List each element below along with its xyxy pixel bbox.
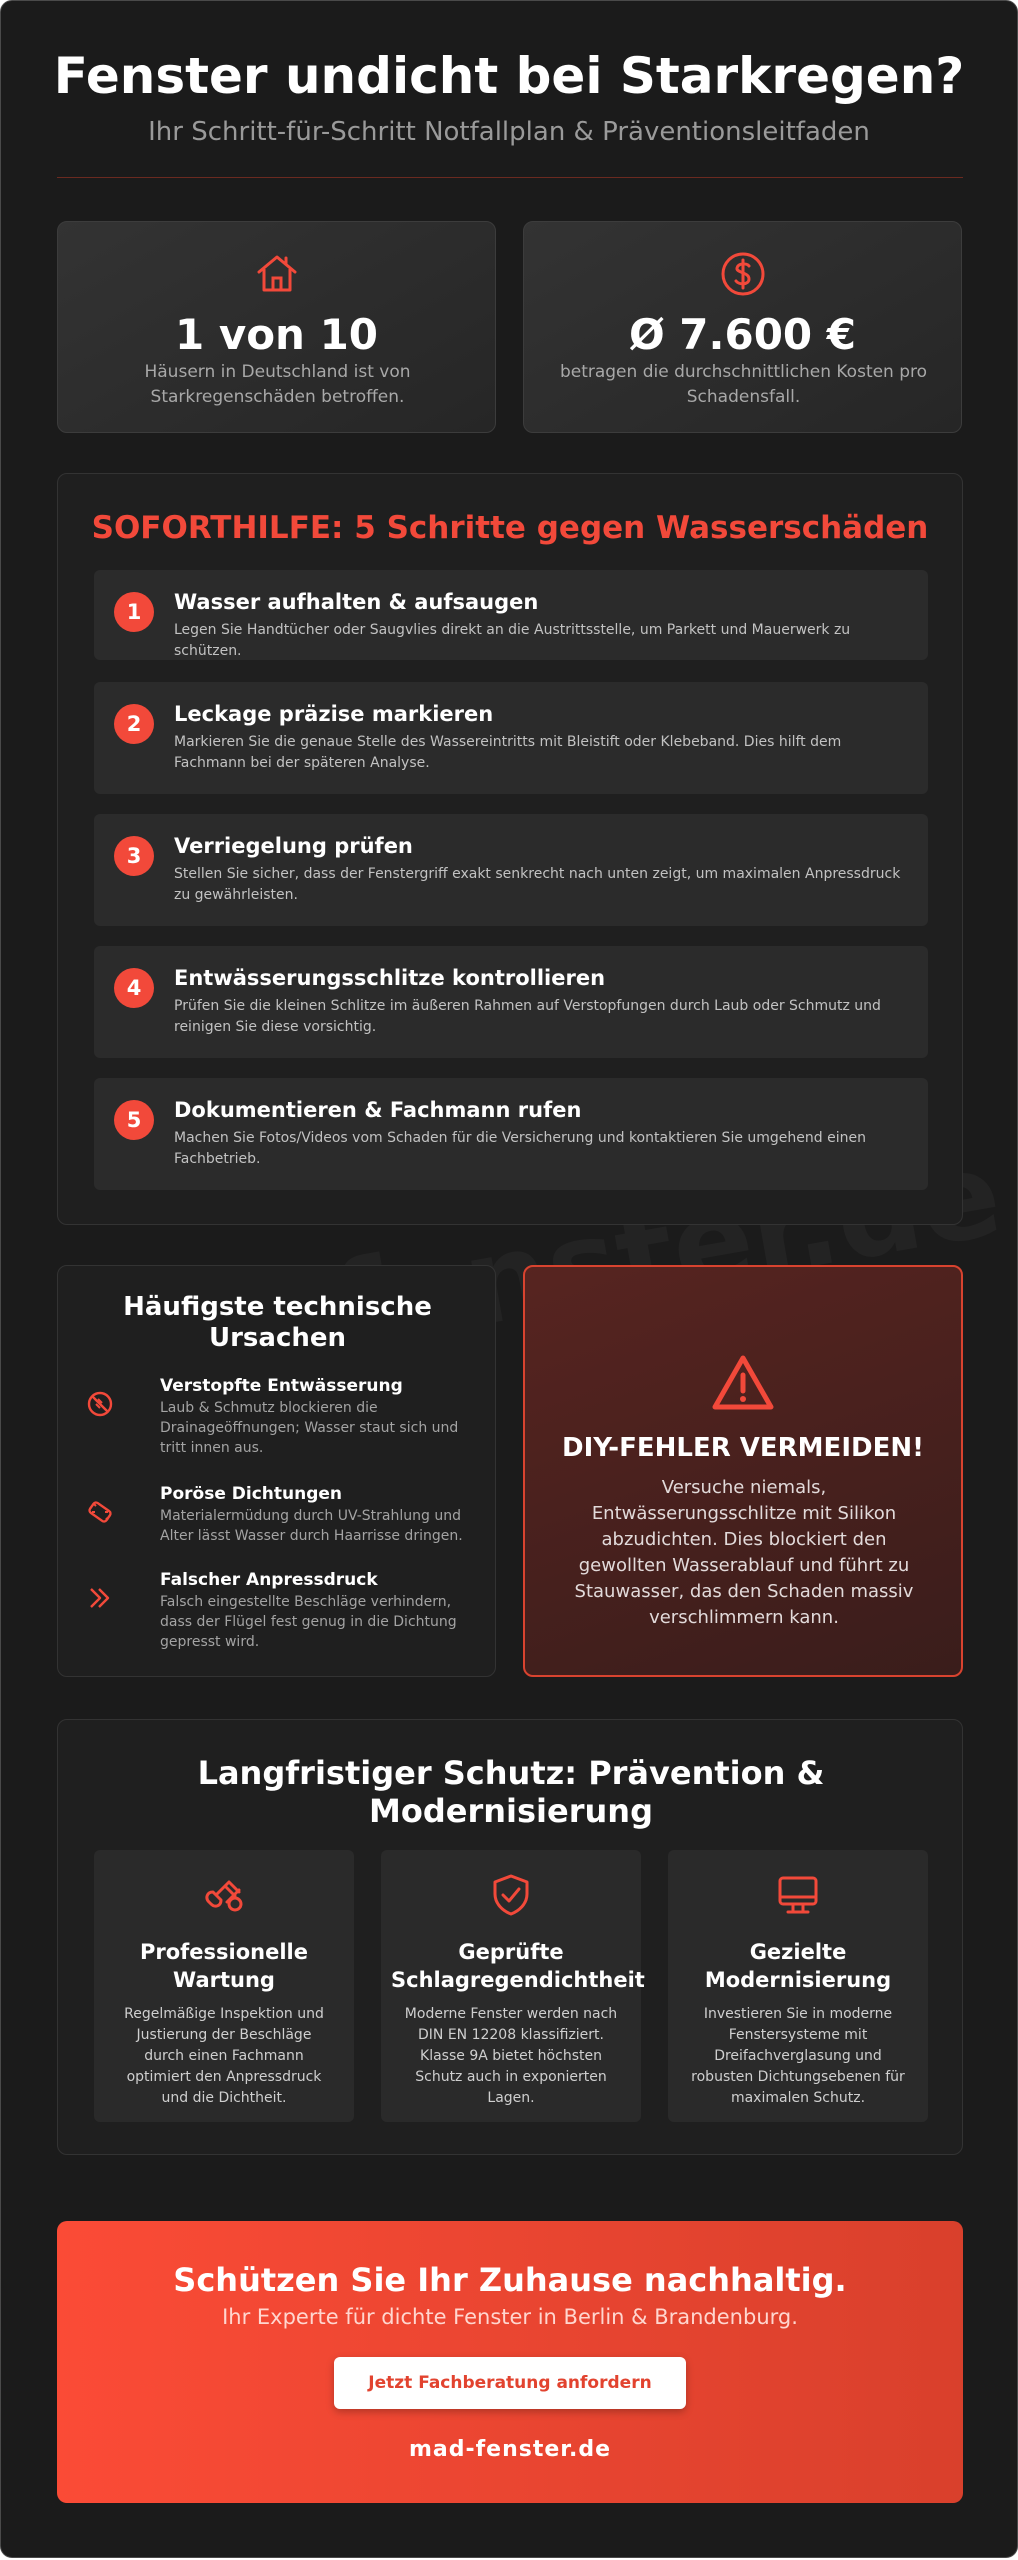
step-description: Prüfen Sie die kleinen Schlitze im äußeren Rahmen auf Verstopfungen durch Laub oder Schmutz und reinigen Sie diese vorsichtig. bbox=[174, 998, 881, 1035]
step-item bbox=[94, 682, 928, 794]
card-description: Investieren Sie in moderne Fenstersysteme mit Dreifachverglasung und robusten Dichtungsebenen für maximalen Schutz. bbox=[691, 2006, 905, 2106]
step-item bbox=[94, 570, 928, 660]
blocked-drain-icon bbox=[86, 1390, 114, 1418]
cta-subtitle: Ihr Experte für dichte Fenster in Berlin & Brandenburg. bbox=[222, 2305, 798, 2329]
page-title: Fenster undicht bei Starkregen? bbox=[53, 47, 965, 105]
step-number-badge: 2 bbox=[114, 704, 154, 744]
cta-title: Schützen Sie Ihr Zuhause nachhaltig. bbox=[173, 2261, 847, 2299]
prevention-section bbox=[57, 1719, 963, 2155]
step-title: Wasser aufhalten & aufsaugen bbox=[174, 590, 539, 614]
warning-triangle-icon bbox=[711, 1353, 775, 1413]
emergency-steps-section bbox=[57, 473, 963, 1225]
step-item bbox=[94, 1078, 928, 1190]
stat-value: 1 von 10 bbox=[174, 310, 379, 359]
tools-icon bbox=[201, 1872, 247, 1918]
step-title: Leckage präzise markieren bbox=[174, 702, 494, 726]
stat-description: betragen die durchschnittlichen Kosten pro Schadensfall. bbox=[559, 362, 928, 407]
technical-causes-section bbox=[57, 1265, 496, 1677]
step-description: Stellen Sie sicher, dass der Fenstergriff exakt senkrecht nach unten zeigt, um maximalen Anpressdruck zu gewährleisten. bbox=[174, 866, 901, 903]
cta-banner bbox=[57, 2221, 963, 2503]
stat-description: Häusern in Deutschland ist von Starkregenschäden betroffen. bbox=[144, 362, 411, 407]
stat-card-affected-houses bbox=[57, 221, 496, 433]
section-title: SOFORTHILFE: 5 Schritte gegen Wasserschäden bbox=[91, 510, 929, 546]
step-number-badge: 3 bbox=[114, 836, 154, 876]
page-subtitle: Ihr Schritt-für-Schritt Notfallplan & Präventionsleitfaden bbox=[148, 117, 870, 147]
cause-title: Verstopfte Entwässerung bbox=[160, 1376, 403, 1396]
prevention-card-modernization bbox=[668, 1850, 928, 2122]
warning-description: Versuche niemals, Entwässerungsschlitze mit Silikon abzudichten. Dies blockiert den gewollten Wasserablauf und führt zu Stauwasser, das den Schaden massiv verschlimmern kann. bbox=[574, 1477, 914, 1628]
step-number-badge: 4 bbox=[114, 968, 154, 1008]
warning-title: DIY-FEHLER VERMEIDEN! bbox=[562, 1433, 924, 1463]
section-title: Langfristiger Schutz: Prävention & Modernisierung bbox=[197, 1754, 825, 1830]
section-title: Häufigste technische Ursachen bbox=[123, 1292, 432, 1353]
cause-title: Poröse Dichtungen bbox=[160, 1484, 343, 1504]
step-title: Entwässerungsschlitze kontrollieren bbox=[174, 966, 606, 990]
card-description: Moderne Fenster werden nach DIN EN 12208 klassifiziert. Klasse 9A bietet höchsten Schutz auch in exponierten Lagen. bbox=[404, 2006, 618, 2106]
card-description: Regelmäßige Inspektion und Justierung der Beschläge durch einen Fachmann optimiert den Anpressdruck und die Dichtheit. bbox=[124, 2006, 324, 2106]
step-description: Legen Sie Handtücher oder Saugvlies direkt an die Austrittsstelle, um Parkett und Mauerwerk zu schützen. bbox=[174, 622, 851, 659]
step-number-badge: 1 bbox=[114, 592, 154, 632]
step-description: Machen Sie Fotos/Videos vom Schaden für die Versicherung und kontaktieren Sie umgehend einen Fachbetrieb. bbox=[174, 1130, 866, 1167]
dollar-icon bbox=[719, 250, 767, 298]
step-description: Markieren Sie die genaue Stelle des Wassereintritts mit Bleistift oder Klebeband. Dies hilft dem Fachmann bei der späteren Analyse. bbox=[174, 734, 842, 771]
diy-warning-card bbox=[523, 1265, 963, 1677]
house-icon bbox=[253, 250, 301, 298]
stat-value: Ø 7.600 € bbox=[628, 310, 857, 359]
card-title: Geprüfte Schlagregendichtheit bbox=[391, 1940, 645, 1992]
stat-card-average-cost bbox=[523, 221, 962, 433]
cause-description: Falsch eingestellte Beschläge verhindern, dass der Flügel fest genug in die Dichtung gepresst wird. bbox=[160, 1594, 457, 1650]
prevention-card-rain-tightness bbox=[381, 1850, 645, 2122]
card-title: Gezielte Modernisierung bbox=[704, 1940, 892, 1992]
step-item bbox=[94, 814, 928, 926]
consultation-request-button[interactable]: Jetzt Fachberatung anfordern bbox=[334, 2357, 686, 2409]
worn-seal-icon bbox=[86, 1498, 114, 1526]
cause-description: Materialermüdung durch UV-Strahlung und Alter lässt Wasser durch Haarrisse dringen. bbox=[160, 1508, 463, 1544]
step-item bbox=[94, 946, 928, 1058]
shield-check-icon bbox=[488, 1872, 534, 1918]
prevention-card-maintenance bbox=[94, 1850, 354, 2122]
card-title: Professionelle Wartung bbox=[139, 1940, 308, 1992]
cause-description: Laub & Schmutz blockieren die Drainageöffnungen; Wasser staut sich und tritt innen aus. bbox=[160, 1400, 459, 1456]
monitor-icon bbox=[775, 1872, 821, 1918]
step-title: Verriegelung prüfen bbox=[174, 834, 413, 858]
step-number-badge: 5 bbox=[114, 1100, 154, 1140]
header-divider bbox=[57, 177, 963, 178]
website-link[interactable]: mad-fenster.de bbox=[408, 2437, 612, 2462]
step-title: Dokumentieren & Fachmann rufen bbox=[174, 1098, 582, 1122]
pressure-arrows-icon bbox=[86, 1584, 114, 1612]
cause-title: Falscher Anpressdruck bbox=[160, 1570, 378, 1590]
